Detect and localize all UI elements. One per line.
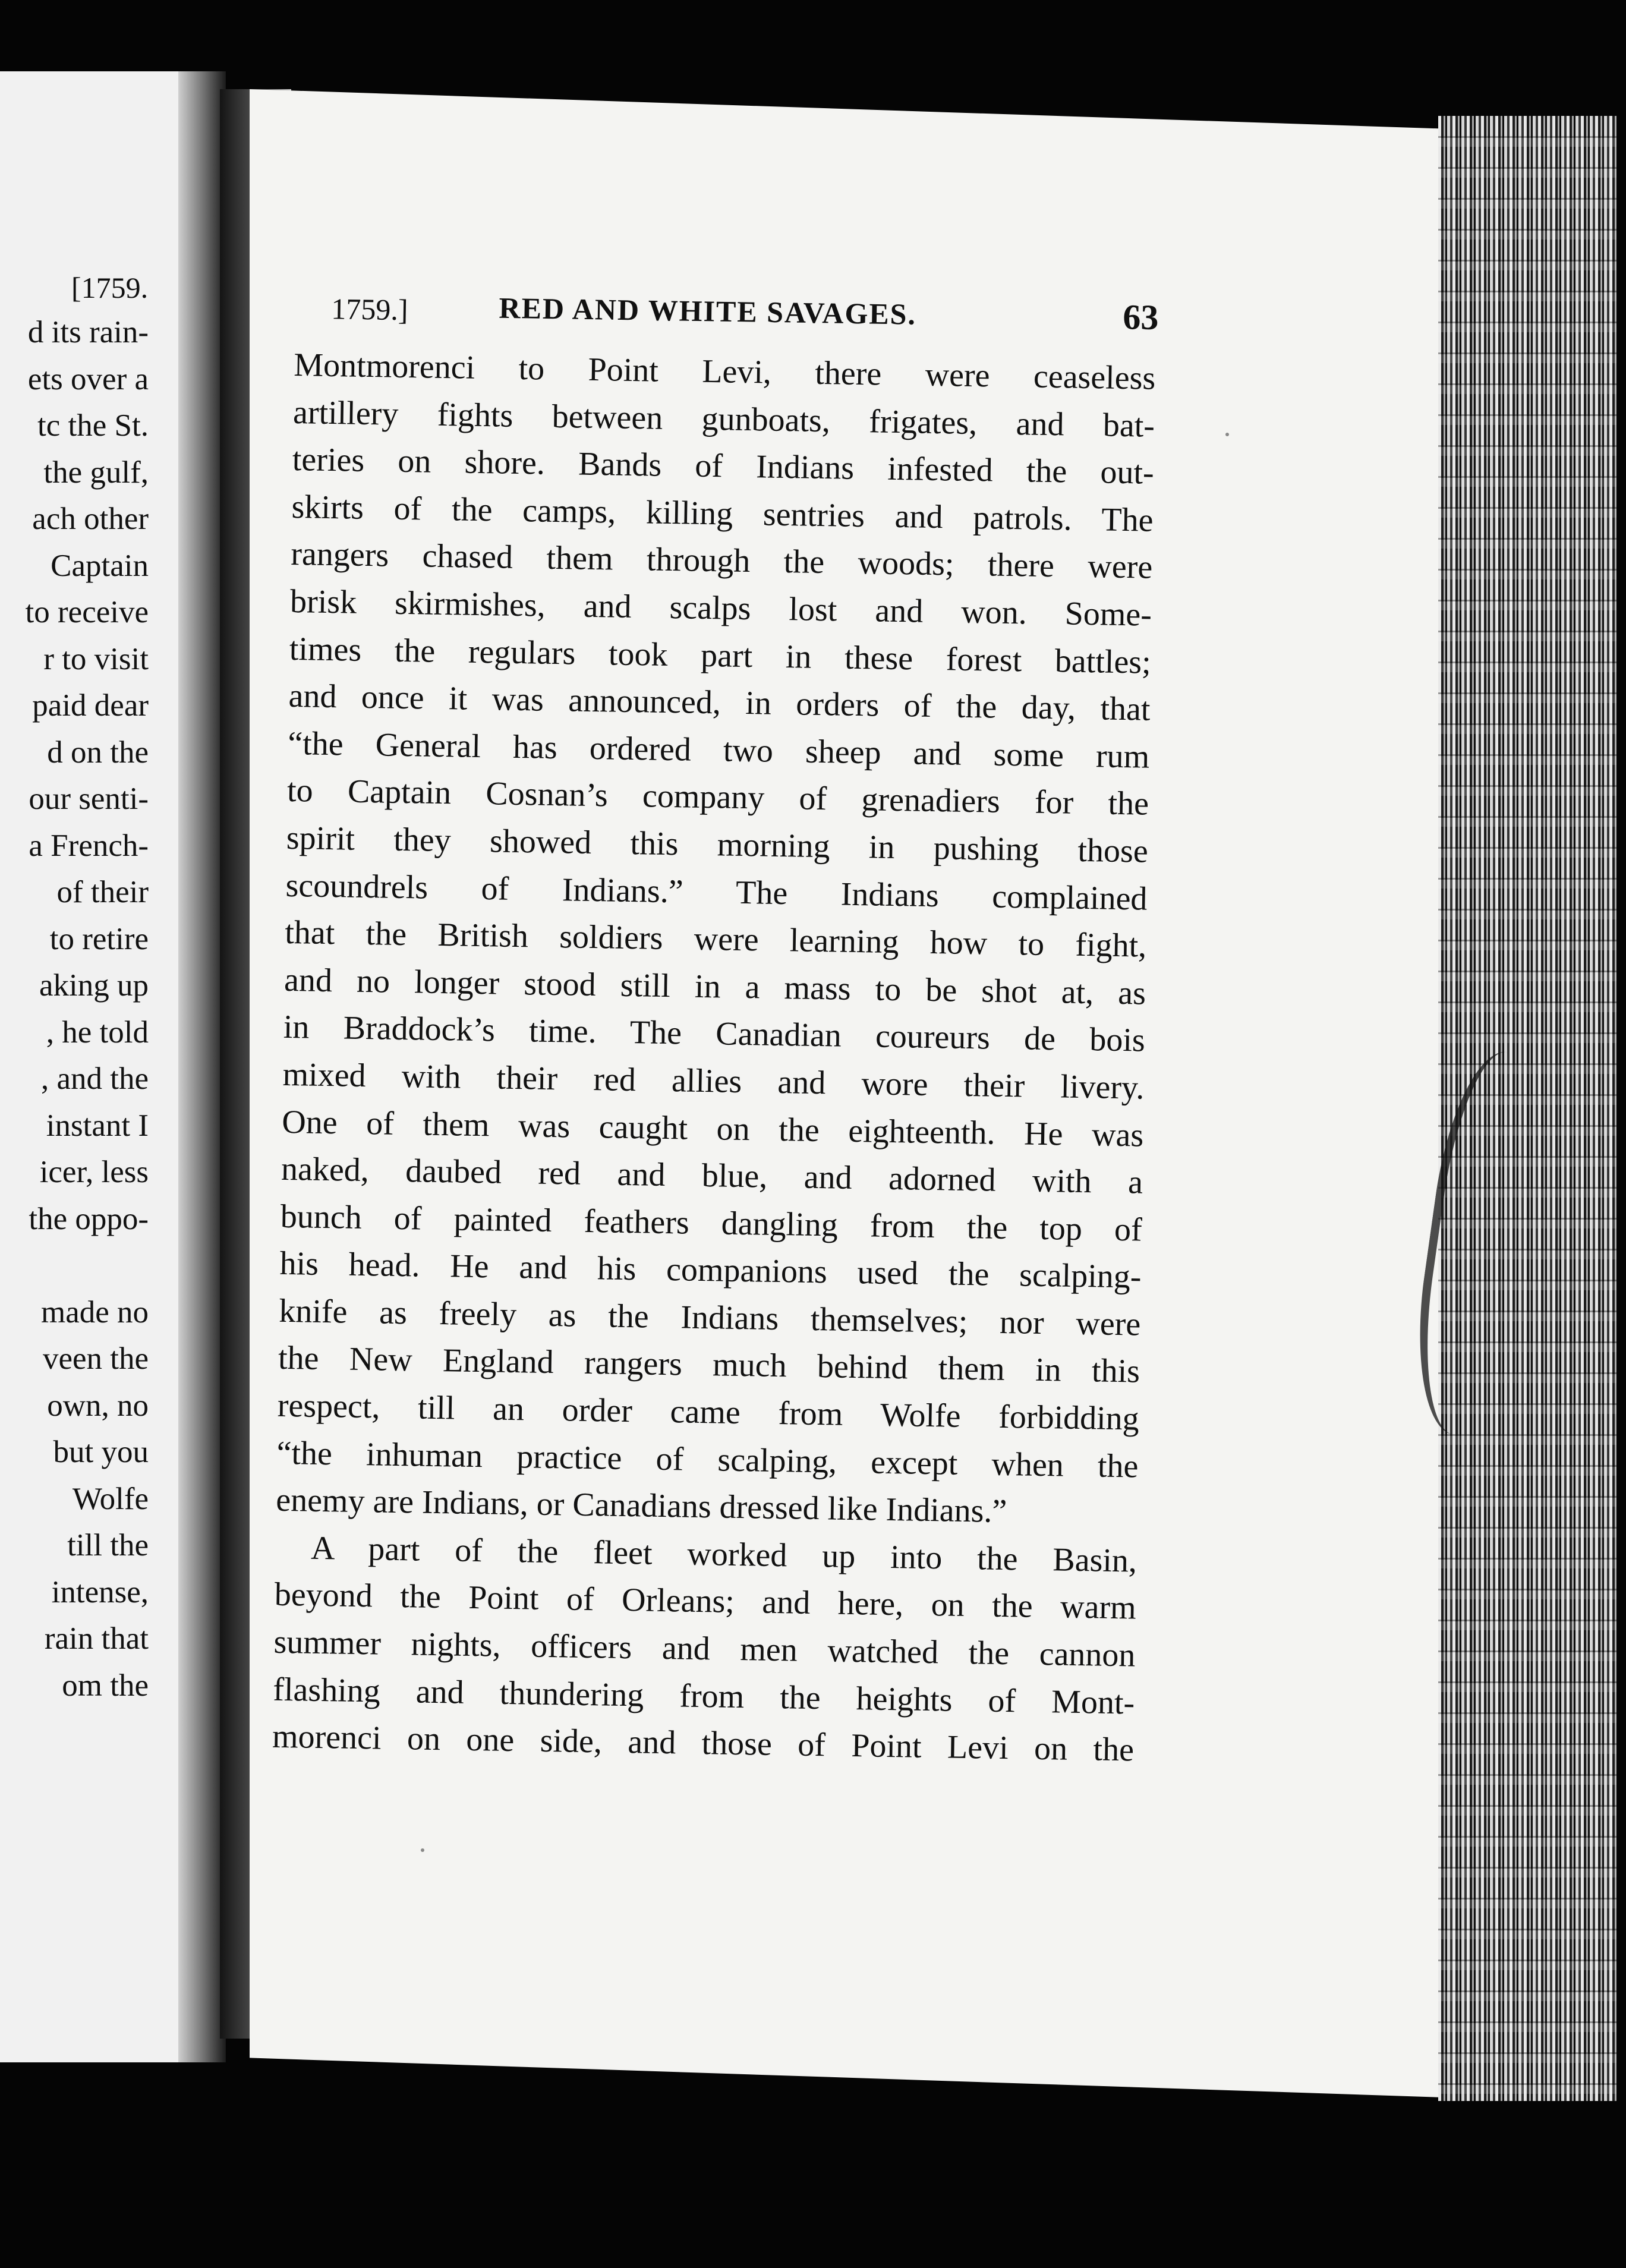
text-line: bunch of painted feathers dangling from the top of [280,1198,1143,1249]
left-line: our senti- [29,782,149,816]
text-line: artillery fights between gunboats, frigates, and bat- [292,393,1155,445]
text-line: enemy are Indians, or Canadians dressed like Indians.” [275,1482,1007,1530]
left-line: to receive [25,595,149,629]
left-line: icer, less [39,1155,149,1189]
text-line: that the British soldiers were learning how to fight, [284,914,1147,965]
running-head-year: 1759.] [331,292,409,327]
left-line: paid dear [32,688,149,723]
text-line: A part of the fleet worked up into the Basin, [310,1529,1137,1580]
left-line: of their [56,875,149,909]
text-line: the New England rangers much behind them in this [278,1340,1140,1391]
text-line: brisk skirmishes, and scalps lost and won. Some- [289,582,1152,634]
left-line: r to visit [43,641,149,676]
left-line: the gulf, [43,455,149,490]
left-line: a French- [29,828,149,863]
text-line: mixed with their red allies and wore their livery. [282,1056,1145,1107]
left-line: tc the St. [37,408,149,443]
left-line: made no [40,1294,149,1330]
page-number: 63 [1122,297,1159,338]
left-line: d its rain- [27,315,149,349]
paper-speck [421,1848,424,1852]
left-line: veen the [42,1341,149,1376]
left-line: ach other [32,502,149,536]
left-line: rain that [44,1621,149,1656]
text-line: skirts of the camps, killing sentries and patrols. The [291,488,1154,539]
left-line: till the [67,1528,149,1563]
left-line: the oppo- [29,1201,149,1236]
left-line: om the [62,1668,149,1703]
text-line: times the regulars took part in these forest battles; [289,630,1152,681]
left-line: to retire [49,921,149,956]
left-line: Wolfe [72,1481,149,1516]
text-line: One of them was caught on the eighteenth. He was [281,1103,1144,1154]
left-line: d on the [47,735,149,770]
left-line: ets over a [27,361,149,396]
text-line: summer nights, officers and men watched the cannon [273,1623,1136,1674]
text-line: and once it was announced, in orders of the day, that [288,678,1151,728]
left-line [0,1242,149,1289]
left-page-text [0,309,149,1709]
text-line: and no longer stood still in a mass to be shot at, as [283,961,1146,1012]
text-line: his head. He and his companions used the scalping- [279,1245,1142,1296]
left-page-header: [1759. [71,271,149,304]
left-line: aking up [39,968,149,1003]
left-gutter-shadow [178,71,226,2062]
text-line: “the inhuman practice of scalping, except when the [276,1434,1139,1485]
text-line: morenci on one side, and those of Point Levi on the [272,1718,1135,1769]
text-line: rangers chased them through the woods; there were [290,536,1153,587]
left-line: , he told [46,1015,149,1050]
left-line: but you [53,1435,149,1469]
left-line: intense, [51,1574,149,1609]
text-line: respect, till an order came from Wolfe forbidding [277,1387,1140,1438]
text-line: spirit they showed this morning in pushing those [286,819,1149,870]
text-line: “the General has ordered two sheep and some rum [287,724,1150,776]
text-line: knife as freely as the Indians themselves; nor were [278,1292,1141,1343]
left-line: instant I [46,1108,149,1143]
page-body-text [272,342,1155,1774]
text-line: beyond the Point of Orleans; and here, on the warm [274,1576,1137,1627]
left-line: , and the [40,1061,149,1096]
left-line: own, no [47,1388,149,1423]
text-line: Montmorenci to Point Levi, there were ceaseless [293,346,1156,397]
running-head-title: RED AND WHITE SAVAGES. [499,291,917,331]
text-line: naked, daubed red and blue, and adorned with a [281,1150,1143,1201]
text-line: in Braddock’s time. The Canadian coureurs de bois [283,1009,1146,1059]
text-line: to Captain Cosnan’s company of grenadiers for the [286,772,1149,823]
text-line: teries on shore. Bands of Indians infested the out- [292,441,1155,492]
left-line: Captain [51,548,149,583]
text-line: scoundrels of Indians.” The Indians complained [285,867,1148,918]
text-line: flashing and thundering from the heights of Mont- [272,1671,1135,1722]
paper-speck [1225,433,1229,436]
